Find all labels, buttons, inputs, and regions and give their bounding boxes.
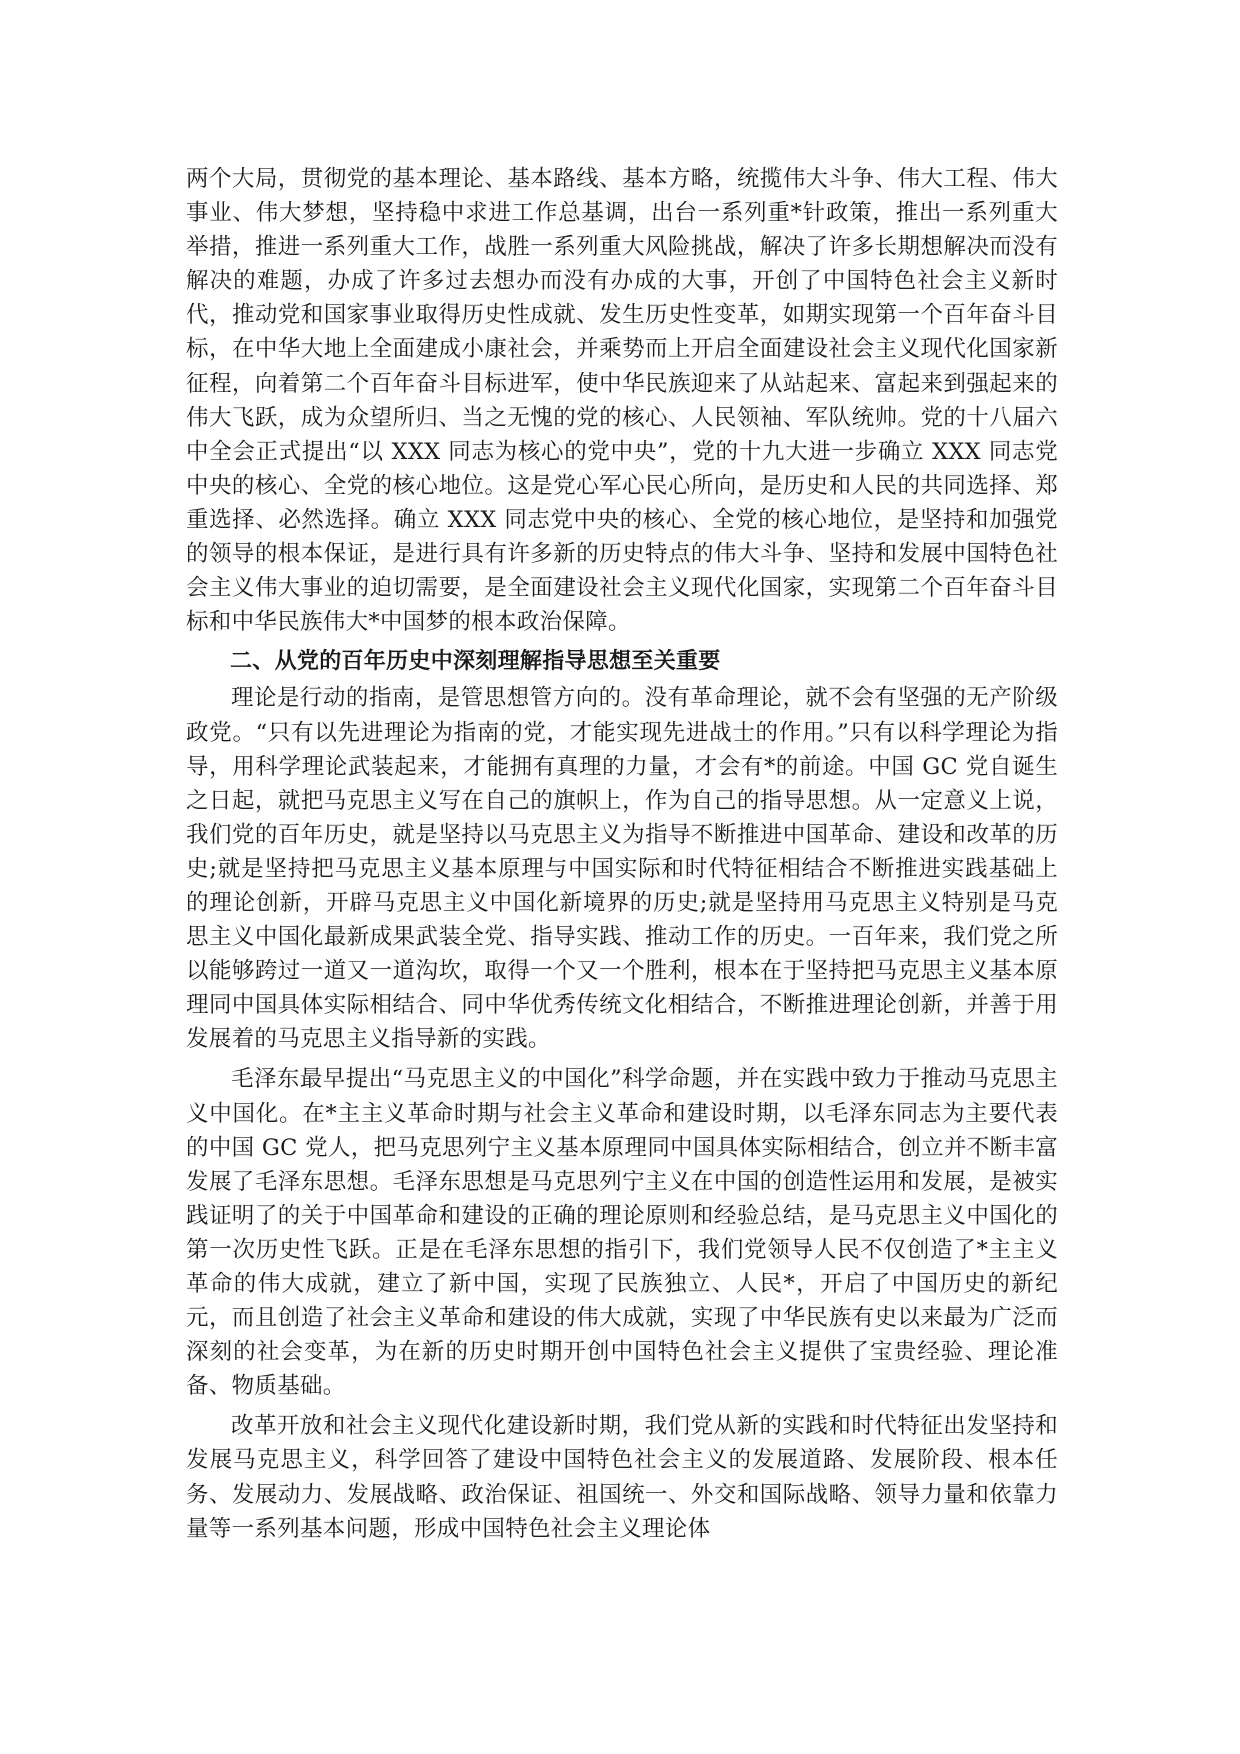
paragraph-reform-era: 改革开放和社会主义现代化建设新时期，我们党从新的实践和时代特征出发坚持和发展马克思主义，科学回答了建设中国特色社会主义的发展道路、发展阶段、根本任务、发展动力、发展战略、政治保证、祖国统一、外交和国际战略、领导力量和依靠力量等一系列基本问题，形成中国特色社会主义理论体 bbox=[186, 1413, 1058, 1542]
document-body bbox=[186, 162, 1058, 1546]
section-heading: 二、从党的百年历史中深刻理解指导思想至关重要 bbox=[230, 649, 721, 675]
paragraph-continuation: 两个大局，贯彻党的基本理论、基本路线、基本方略，统揽伟大斗争、伟大工程、伟大事业、伟大梦想，坚持稳中求进工作总基调，出台一系列重*针政策，推出一系列重大举措，推进一系列重大工作，战胜一系列重大风险挑战，解决了许多长期想解决而没有解决的难题，办成了许多过去想办而没有办成的大事，开创了中国特色社会主义新时代，推动党和国家事业取得历史性成就、发生历史性变革，如期实现第一个百年奋斗目标，在中华大地上全面建成小康社会，并乘势而上开启全面建设社会主义现代化国家新征程，向着第二个百年奋斗目标进军，使中华民族迎来了从站起来、富起来到强起来的伟大飞跃，成为众望所归、当之无愧的党的核心、人民领袖、军队统帅。党的十八届六中全会正式提出“以 XXX 同志为核心的党中央”，党的十九大进一步确立 XXX 同志党中央的核心、全党的核心地位。这是党心军心民心所向，是历史和人民的共同选择、郑重选择、必然选择。确立 XXX 同志党中央的核心、全党的核心地位，是坚持和加强党的领导的根本保证，是进行具有许多新的历史特点的伟大斗争、坚持和发展中国特色社会主义伟大事业的迫切需要，是全面建设社会主义现代化国家，实现第二个百年奋斗目标和中华民族伟大*中国梦的根本政治保障。 bbox=[186, 166, 1058, 636]
paragraph-theory: 理论是行动的指南，是管思想管方向的。没有革命理论，就不会有坚强的无产阶级政党。“只有以先进理论为指南的党，才能实现先进战士的作用。”只有以科学理论为指导，用科学理论武装起来，才能拥有真理的力量，才会有*的前途。中国 GC 党自诞生之日起，就把马克思主义写在自己的旗帜上，作为自己的指导思想。从一定意义上说，我们党的百年历史，就是坚持以马克思主义为指导不断推进中国革命、建设和改革的历史;就是坚持把马克思主义基本原理与中国实际和时代特征相结合不断推进实践基础上的理论创新，开辟马克思主义中国化新境界的历史;就是坚持用马克思主义特别是马克思主义中国化最新成果武装全党、指导实践、推动工作的历史。一百年来，我们党之所以能够跨过一道又一道沟坎，取得一个又一个胜利，根本在于坚持把马克思主义基本原理同中国具体实际相结合、同中华优秀传统文化相结合，不断推进理论创新，并善于用发展着的马克思主义指导新的实践。 bbox=[186, 685, 1058, 1053]
paragraph-mao-thought: 毛泽东最早提出“马克思主义的中国化”科学命题，并在实践中致力于推动马克思主义中国化。在*主主义革命时期与社会主义革命和建设时期，以毛泽东同志为主要代表的中国 GC 党人，把马克思列宁主义基本原理同中国具体实际相结合，创立并不断丰富发展了毛泽东思想。毛泽东思想是马克思列宁主义在中国的创造性运用和发展，是被实践证明了的关于中国革命和建设的正确的理论原则和经验总结，是马克思主义中国化的第一次历史性飞跃。正是在毛泽东思想的指引下，我们党领导人民不仅创造了*主主义革命的伟大成就，建立了新中国，实现了民族独立、人民*，开启了中国历史的新纪元，而且创造了社会主义革命和建设的伟大成就，实现了中华民族有史以来最为广泛而深刻的社会变革，为在新的历史时期开创中国特色社会主义提供了宝贵经验、理论准备、物质基础。 bbox=[186, 1066, 1058, 1400]
